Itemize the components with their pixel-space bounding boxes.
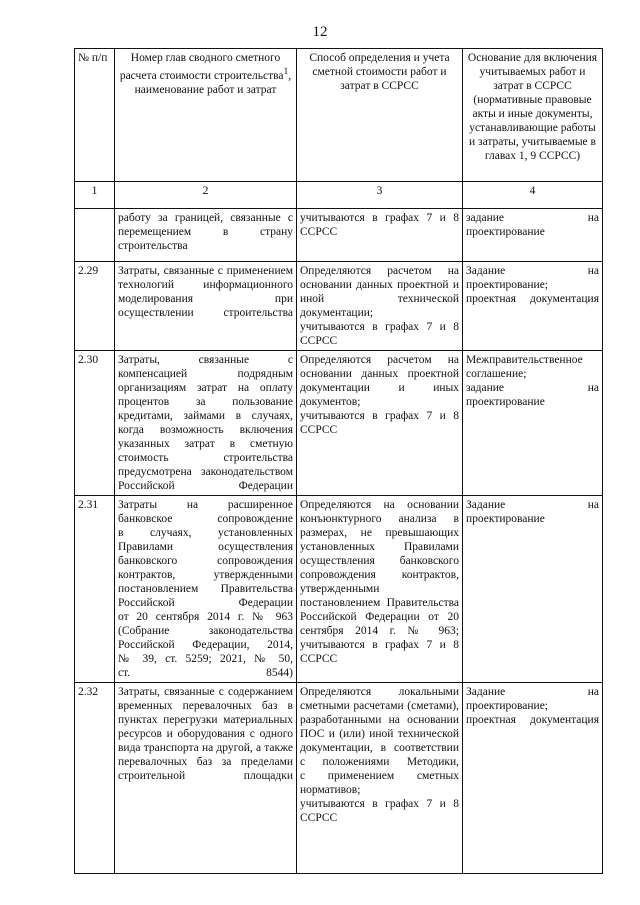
row-method	[297, 209, 463, 262]
row-basis-line: проектирование	[466, 513, 545, 525]
row-method-line: Определяются расчетом на	[300, 354, 459, 366]
row-name-line: Затраты на расширенное	[118, 499, 293, 511]
row-method-line: конъюнктурного анализа в	[300, 513, 459, 525]
row-name-line: стоимость строительства	[118, 452, 293, 464]
table-row	[75, 351, 603, 496]
row-name	[115, 496, 297, 683]
row-basis-line: проектная документация	[466, 293, 599, 305]
row-name	[115, 262, 297, 351]
table-row	[75, 683, 603, 874]
header-footnote-mark: 1	[283, 66, 289, 77]
table-row	[75, 209, 603, 262]
row-method-line: ССРСС	[300, 653, 338, 665]
row-basis-line: Задание на	[466, 265, 599, 277]
row-name-line: в случаях, установленных	[118, 527, 293, 539]
row-name-line: временных перевалочных баз в	[118, 700, 293, 712]
row-method-line: учитываются в графах 7 и 8	[300, 798, 459, 810]
row-name-line: Затраты, связанные с содержанием	[118, 686, 293, 698]
row-name-line: моделирования при	[118, 293, 293, 305]
row-number: 2.30	[75, 351, 115, 496]
row-method-line: ССРСС	[300, 812, 338, 824]
column-number-row	[75, 182, 603, 209]
row-number: 2.29	[75, 262, 115, 351]
row-method-line: Определяются локальными	[300, 686, 459, 698]
row-method-line: сметными расчетами (сметами),	[300, 700, 459, 712]
row-basis-line: проектирование	[466, 226, 545, 238]
row-method	[297, 351, 463, 496]
row-method-line: учитываются в графах 7 и 8	[300, 639, 459, 651]
row-basis-line: проектирование	[466, 396, 545, 408]
header-basis: Основание для включения учитываемых работ и затрат в ССРСС (нормативные правовые акты и иные документы, устанавливающие работы и затраты, учитываемые в главах 1, 9 ССРСС)	[463, 49, 603, 182]
header-name-text: Номер глав сводного сметного расчета стоимости строительства	[119, 52, 284, 82]
row-basis-line: Межправительственное	[466, 354, 583, 366]
row-name-line: строительной площадки	[118, 770, 293, 782]
cost-table	[74, 48, 603, 874]
row-method	[297, 496, 463, 683]
row-number: 2.31	[75, 496, 115, 683]
row-name-line: от 20 сентября 2014 г. № 963	[118, 611, 293, 623]
row-name-line: предусмотрена законодательством	[118, 466, 293, 478]
row-name-line: контрактов, утвержденными	[118, 569, 293, 581]
row-method-line: учитываются в графах 7 и 8	[300, 410, 459, 422]
row-method-line: документации, в соответствии	[300, 742, 459, 754]
row-method-line: сентября 2014 г. № 963;	[300, 625, 459, 637]
table-header-row	[75, 49, 603, 182]
row-name-line: банковское сопровождение	[118, 513, 293, 525]
row-method-line: иной технической	[300, 293, 459, 305]
row-basis-line: задание на	[466, 212, 599, 224]
row-name-line: процентов за пользование	[118, 396, 293, 408]
row-basis	[463, 209, 603, 262]
row-method-line: сопровождения контрактов,	[300, 569, 459, 581]
row-method-line: ПОС и (или) иной технической	[300, 728, 459, 740]
row-name-line: банковского сопровождения	[118, 555, 293, 567]
row-name-line: Российской Федерации	[118, 480, 293, 492]
row-method-line: ССРСС	[300, 226, 338, 238]
column-number: 4	[463, 182, 603, 209]
row-name	[115, 351, 297, 496]
row-name-line: вида транспорта на другой, а также	[118, 742, 293, 754]
row-name-line: осуществлении строительства	[118, 307, 293, 319]
row-method-line: документации и иных	[300, 382, 459, 394]
row-name-line: организациям затрат на оплату	[118, 382, 293, 394]
row-name-line: Российской Федерации	[118, 597, 293, 609]
page-number: 12	[312, 24, 328, 40]
row-basis-line: Задание на	[466, 499, 599, 511]
row-basis-line: проектирование;	[466, 700, 549, 712]
row-method-line: документов;	[300, 396, 361, 408]
row-name-line: пунктах перегрузки материальных	[118, 714, 293, 726]
row-name-line: Затраты, связанные с	[118, 354, 293, 366]
row-name-line: (Собрание законодательства	[118, 625, 293, 637]
row-method-line: учитываются в графах 7 и 8	[300, 321, 459, 333]
row-basis-line: проектная документация	[466, 714, 599, 726]
row-number: 2.32	[75, 683, 115, 874]
row-method-line: Определяются расчетом на	[300, 265, 459, 277]
header-method: Способ определения и учета сметной стоимости работ и затрат в ССРСС	[297, 49, 463, 182]
row-name	[115, 683, 297, 874]
row-method-line: утвержденными	[300, 583, 380, 595]
row-method-line: с применением сметных	[300, 770, 459, 782]
row-method-line: с положениями Методики,	[300, 756, 459, 768]
row-number	[75, 209, 115, 262]
row-method-line: размерах, не превышающих	[300, 527, 459, 539]
row-method-line: основании данных проектной и	[300, 279, 459, 291]
row-name-line: технологий информационного	[118, 279, 293, 291]
row-name-line: Правилами осуществления	[118, 541, 293, 553]
row-method-line: ССРСС	[300, 335, 338, 347]
row-basis	[463, 262, 603, 351]
row-method-line: постановлением Правительства	[300, 597, 459, 609]
header-num: № п/п	[75, 49, 115, 182]
table-row	[75, 496, 603, 683]
row-method-line: учитываются в графах 7 и 8	[300, 212, 459, 224]
row-basis-line: задание на	[466, 382, 599, 394]
row-method-line: осуществления банковского	[300, 555, 459, 567]
row-name	[115, 209, 297, 262]
row-method-line: основании данных проектной	[300, 368, 459, 380]
row-name-line: перевалочных баз за пределами	[118, 756, 293, 768]
row-basis	[463, 683, 603, 874]
row-basis	[463, 351, 603, 496]
row-name-line: перемещением в страну	[118, 226, 293, 238]
row-method-line: ССРСС	[300, 424, 338, 436]
row-method	[297, 262, 463, 351]
row-name-line: ст. 8544)	[118, 667, 293, 679]
row-name-line: № 39, ст. 5259; 2021, № 50,	[118, 653, 293, 665]
row-method-line: документации;	[300, 307, 374, 319]
row-method-line: разработанными на основании	[300, 714, 459, 726]
row-name-line: постановлением Правительства	[118, 583, 293, 595]
row-basis-line: проектирование;	[466, 279, 549, 291]
row-name-line: компенсацией подрядным	[118, 368, 293, 380]
row-method-line: нормативов;	[300, 784, 361, 796]
column-number: 2	[115, 182, 297, 209]
row-method-line: установленных Правилами	[300, 541, 459, 553]
column-number: 1	[75, 182, 115, 209]
row-method	[297, 683, 463, 874]
row-name-line: Затраты, связанные с применением	[118, 265, 293, 277]
row-method-line: Российской Федерации от 20	[300, 611, 459, 623]
row-name-line: указанных затрат в сметную	[118, 438, 293, 450]
row-name-line: ресурсов и оборудования с одного	[118, 728, 293, 740]
row-basis	[463, 496, 603, 683]
row-name-line: Российской Федерации, 2014,	[118, 639, 293, 651]
header-name-tail: , наименование работ и затрат	[134, 69, 292, 96]
header-name	[115, 49, 297, 182]
row-name-line: работу за границей, связанные с	[118, 212, 293, 224]
table-row	[75, 262, 603, 351]
column-number: 3	[297, 182, 463, 209]
row-name-line: когда возможность включения	[118, 424, 293, 436]
row-name-line: кредитами, займами в случаях,	[118, 410, 293, 422]
row-basis-line: Задание на	[466, 686, 599, 698]
row-name-line: строительства	[118, 240, 188, 252]
row-basis-line: соглашение;	[466, 368, 527, 380]
row-method-line: Определяются на основании	[300, 499, 459, 511]
